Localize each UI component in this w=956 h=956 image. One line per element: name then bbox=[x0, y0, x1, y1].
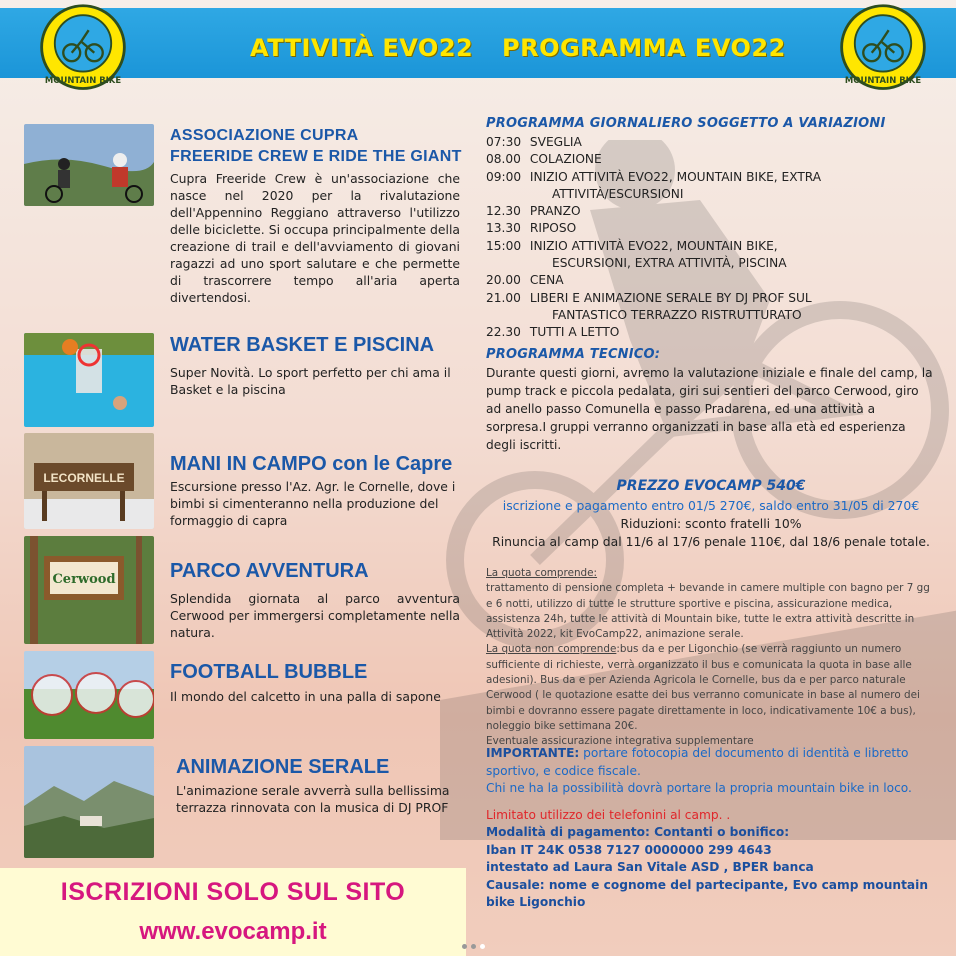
price-discount: Riduzioni: sconto fratelli 10% bbox=[620, 516, 802, 531]
price-cancellation: Rinuncia al camp dal 11/6 al 17/6 penale 110€, dal 18/6 penale totale. bbox=[492, 534, 930, 549]
schedule-row: 07:30 SVEGLIA bbox=[486, 135, 582, 149]
cerwood-adventure-park-photo bbox=[24, 536, 154, 644]
website-link[interactable]: www.evocamp.it bbox=[139, 918, 327, 945]
carousel-dot[interactable] bbox=[471, 944, 476, 949]
account-holder: intestato ad Laura San Vitale ASD , BPER banca bbox=[486, 860, 814, 874]
football-bubble-photo bbox=[24, 651, 154, 739]
activity-text-cupra: Cupra Freeride Crew è un'associazione che nasce nel 2020 per la rivalutazione dell'Appennino Reggiano attraverso l'utilizzo delle biciclette. Si occupa principalmente della creazione di trail e dell'avviamento di giovani ragazzi ad uno sport salutare e che permette di trascorrere tempo all'aria aperta divertendosi. bbox=[170, 171, 460, 305]
important-info bbox=[486, 745, 936, 912]
excludes-paragraph bbox=[486, 642, 936, 734]
excludes-label: La quota non comprende bbox=[486, 643, 617, 656]
header-banner bbox=[0, 8, 956, 78]
payment-method: Modalità di pagamento: Contanti o bonifico: bbox=[486, 825, 790, 839]
logo-text: MOUNTAIN BIKE bbox=[44, 74, 122, 85]
activity-text-parco-avventura: Splendida giornata al parco avventura Cerwood per immergersi completamente nella natura. bbox=[170, 591, 460, 640]
activity-text-animazione-serale: L'animazione serale avverrà sulla bellissima terrazza rinnovata con la musica di DJ PROF bbox=[176, 783, 450, 815]
includes-label: La quota comprende: bbox=[486, 567, 598, 579]
activity-text-football-bubble: Il mondo del calcetto in una palla di sapone bbox=[170, 689, 441, 704]
schedule-row: 15:00 INIZIO ATTIVITÀ EVO22, MOUNTAIN BIKE, bbox=[486, 238, 778, 253]
activity-title-animazione-serale: ANIMAZIONE SERALE bbox=[176, 756, 390, 778]
price-payment-terms: iscrizione e pagamento entro 01/5 270€, saldo entro 31/05 di 270€ bbox=[502, 498, 920, 513]
activity-title-parco-avventura: PARCO AVVENTURA bbox=[170, 560, 369, 582]
carousel-dot-active[interactable] bbox=[480, 944, 485, 949]
registration-headline: ISCRIZIONI SOLO SUL SITO bbox=[60, 878, 406, 906]
farm-sign-text: LECORNELLE bbox=[43, 471, 125, 485]
quota-details bbox=[486, 566, 936, 750]
schedule-row-continued: FANTASTICO TERRAZZO RISTRUTTURATO bbox=[552, 307, 802, 322]
price-title: PREZZO EVOCAMP 540€ bbox=[616, 478, 806, 494]
includes-text: trattamento di pensione completa + bevande in camere multiple con bagno per 7 gg e 6 notti, utilizzo di tutte le strutture sportive e piscina, assicurazione medica, assistenza 24h, tutte le attività di Mountain bike, tutte le extra attività descritte in Attività 2022, kit EvoCamp22, animazione serale. bbox=[486, 582, 930, 641]
mountain-bike-logo-right bbox=[836, 2, 930, 96]
important-label: IMPORTANTE: bbox=[486, 746, 580, 760]
schedule-row: 12.30 PRANZO bbox=[486, 204, 581, 219]
carousel-dot[interactable] bbox=[462, 944, 467, 949]
iban: Iban IT 24K 0538 7127 0000000 299 4643 bbox=[486, 842, 772, 857]
daily-schedule bbox=[486, 134, 936, 342]
important-paragraph bbox=[486, 745, 936, 780]
activity-text-water-basket: Super Novità. Lo sport perfetto per chi ama il Basket e la piscina bbox=[170, 365, 451, 397]
schedule-row: 09:00 INIZIO ATTIVITÀ EVO22, MOUNTAIN BIKE, EXTRA bbox=[486, 169, 822, 184]
insurance-note: Eventuale assicurazione integrativa supplementare bbox=[486, 735, 754, 748]
bike-note: Chi ne ha la possibilità dovrà portare la propria mountain bike in loco. bbox=[486, 781, 912, 795]
activity-title-mani-in-campo: MANI IN CAMPO con le Capre bbox=[170, 453, 453, 475]
schedule-row: 22.30 TUTTI A LETTO bbox=[486, 325, 620, 340]
logo-text: MOUNTAIN BIKE bbox=[844, 74, 922, 85]
activity-text-mani-in-campo: Escursione presso l'Az. Agr. le Cornelle, dove i bimbi si cimenteranno nella produzione del formaggio di capra bbox=[170, 479, 456, 528]
schedule-row: 13.30 RIPOSO bbox=[486, 221, 577, 236]
schedule-row: 20.00 CENA bbox=[486, 273, 564, 288]
schedule-row: 21.00 LIBERI E ANIMAZIONE SERALE BY DJ PROF SUL bbox=[486, 290, 812, 305]
schedule-row: 08.00 COLAZIONE bbox=[486, 152, 602, 167]
phone-note: Limitato utilizzo dei telefonini al camp. . bbox=[486, 807, 731, 822]
schedule-row-continued: ESCURSIONI, EXTRA ATTIVITÀ, PISCINA bbox=[552, 256, 787, 271]
mountain-bike-logo-left bbox=[36, 2, 130, 96]
header-title-program: PROGRAMMA EVO22 bbox=[502, 34, 786, 62]
daily-program-title: PROGRAMMA GIORNALIERO SOGGETTO A VARIAZIONI bbox=[486, 116, 886, 131]
activity-title-football-bubble: FOOTBALL BUBBLE bbox=[170, 661, 368, 683]
activity-title-cupra: ASSOCIAZIONE CUPRA FREERIDE CREW E RIDE THE GIANT bbox=[170, 127, 462, 165]
technical-program-title: PROGRAMMA TECNICO: bbox=[486, 347, 661, 362]
activity-title-water-basket: WATER BASKET E PISCINA bbox=[170, 334, 435, 356]
excludes-text: :bus da e per Ligonchio (se verrà raggiunto un numero sufficiente di richieste, verrà organizzato il bus e comunicata la quota in base alle adesioni). Bus da e per Azienda Agricola le Cornelle, bus da e per parco naturale Cerwood ( le quotazione esatte dei bus verranno comunicate in base al numero dei bimbi e dovranno essere pagate direttamente in loco, indicativamente 10€ a bus), noleggio bike settimana 20€. bbox=[486, 643, 920, 732]
cerwood-sign-text: Cerwood bbox=[52, 572, 116, 587]
header-title-activities: ATTIVITÀ EVO22 bbox=[250, 34, 474, 62]
schedule-row-continued: ATTIVITÀ/ESCURSIONI bbox=[552, 186, 684, 201]
mountain-terrace-photo bbox=[24, 746, 154, 858]
important-text: portare fotocopia del documento di identità e libretto sportivo, e codice fiscale. bbox=[486, 746, 909, 778]
carousel-dots bbox=[462, 934, 489, 953]
mountain-bike-riders-photo bbox=[24, 124, 154, 206]
payment-causale: Causale: nome e cognome del partecipante, Evo camp mountain bike Ligonchio bbox=[486, 877, 929, 909]
le-cornelle-farm-sign-photo bbox=[24, 433, 154, 529]
technical-program-text: Durante questi giorni, avremo la valutazione iniziale e finale del camp, la pump track e piccola pedalata, giri sui sentieri del parco Cerwood, giro ad anello passo Comunella e passo Pradarena, ed una attività a sorpresa.I gruppi verranno organizzati in base alla età ed esperienza degli iscritti. bbox=[486, 366, 933, 452]
water-basket-photo bbox=[24, 333, 154, 427]
